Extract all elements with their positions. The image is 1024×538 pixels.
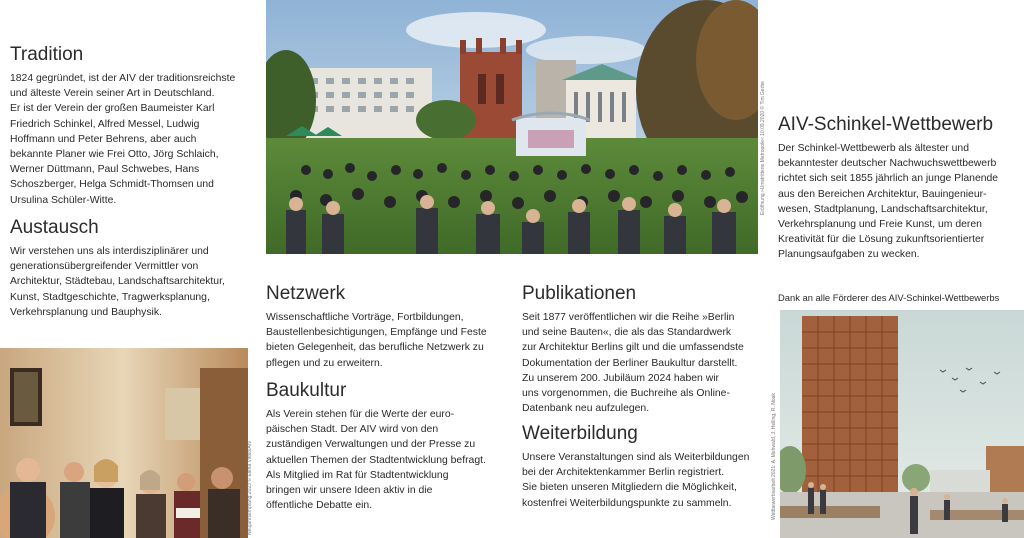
austausch-text: Wir verstehen uns als interdisziplinärer und generationsübergreifender Vermittler von Architektur, Städtebau, Landschaftsarchitektur, Kunst, Stadtgeschichte, Tragwerksplanung, Verkehrsplanung und Bauphysik.	[10, 246, 225, 318]
publikationen-text: Seit 1877 veröffentlichen wir die Reihe »Berlin und seine Bauten«, die als das Standardwerk zur Architektur Berlins gilt und die umfassendste Dokumentation der Berliner Baukultur darstellt. Zu unserem 200. Jubiläum 2024 haben wir uns vorgenommen, die Buchreihe als Online- Datenbank neu aufzulegen.	[522, 312, 744, 415]
tradition-heading: Tradition	[10, 44, 84, 65]
tradition-text: 1824 gegründet, ist der AIV der traditionsreichste und älteste Verein seiner Art in Deutschland. Er ist der Verein der großen Baumeister Karl Friedrich Schinkel, Alfred Messel, Ludwig Hoffmann und Peter Behrens, aber auch bekannte Planer wie Frei Otto, Jörg Schlaich, Werner Düttmann, Paul Schwebes, Hans Schoszberger, Helga Schmidt-Thomsen und Ursulina Schüler-Witte.	[10, 73, 236, 206]
rendering-caption: Wettbewerbsarbeit 2021: A. Mehwald, J. Helling, R. Noak	[771, 393, 777, 520]
event-photo	[266, 0, 758, 254]
sponsors-note	[778, 290, 1024, 305]
weiterbildung-section	[522, 423, 762, 511]
competition-rendering	[780, 310, 1024, 538]
netzwerk-heading: Netzwerk	[266, 283, 346, 304]
schinkel-section	[778, 114, 1018, 263]
austausch-heading: Austausch	[10, 217, 99, 238]
competition-rendering-image	[780, 310, 1024, 538]
tradition-section	[10, 44, 250, 208]
reception-photo	[0, 348, 248, 538]
weiterbildung-text: Unsere Veranstaltungen sind als Weiterbildungen bei der Architektenkammer Berlin registriert. Sie bieten unseren Mitgliedern die Möglichkeit, kostenfrei Weiterbildungspunkte zu sammeln.	[522, 452, 750, 509]
reception-photo-caption: Neujahrsempfang 2023 © Elena Vitolo/AIV	[247, 440, 253, 535]
reception-photo-image	[0, 348, 248, 538]
sponsors-text: Dank an alle Förderer des AIV-Schinkel-Wettbewerbs	[778, 292, 1000, 303]
publikationen-heading: Publikationen	[522, 283, 637, 304]
publikationen-section	[522, 283, 762, 416]
schinkel-heading: AIV-Schinkel-Wettbewerb	[778, 114, 994, 135]
baukultur-section	[266, 380, 506, 513]
schinkel-text: Der Schinkel-Wettbewerb als ältester und bekanntester deutscher Nachwuchswettbewerb richtet sich seit 1855 jährlich an junge Planende aus den Bereichen Architektur, Bauingenieur- wesen, Stadtplanung, Landschaftsarchitektur, Verkehrsplanung und Freie Kunst, um deren Kreativität für die Lösung zukunftsorientierter Planungsaufgaben zu wecken.	[778, 143, 999, 261]
baukultur-heading: Baukultur	[266, 380, 347, 401]
netzwerk-section	[266, 283, 506, 371]
weiterbildung-heading: Weiterbildung	[522, 423, 638, 444]
event-photo-caption: Eröffnung »Umstrittene Metropole« 10.09.2020 © Tim Gerbe	[760, 81, 766, 215]
netzwerk-text: Wissenschaftliche Vorträge, Fortbildungen, Baustellenbesichtigungen, Empfänge und Feste bieten Gelegenheit, das berufliche Netzwerk zu pflegen und zu erweitern.	[266, 312, 487, 369]
event-photo-image	[266, 0, 758, 254]
baukultur-text: Als Verein stehen für die Werte der euro- päischen Stadt. Der AIV wird von den zuständigen Verwaltungen und der Presse zu aktuellen Themen der Stadtentwicklung befragt. Als Mitglied im Rat für Stadtentwicklung bringen wir unsere Ideen aktiv in die öffentliche Debatte ein.	[266, 409, 486, 512]
austausch-section	[10, 217, 250, 320]
